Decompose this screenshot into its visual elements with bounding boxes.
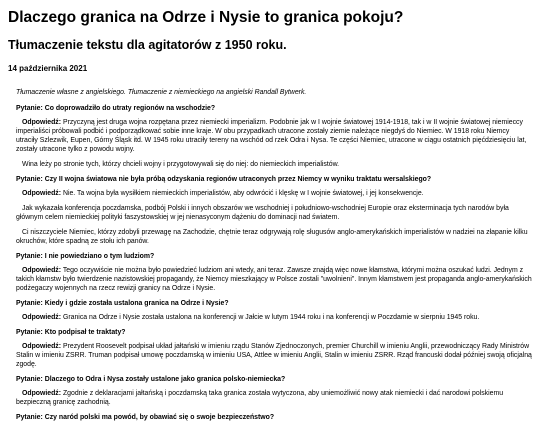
publish-date: 14 października 2021 [8, 64, 88, 73]
article-body [8, 88, 532, 422]
question-label: Pytanie: [16, 176, 43, 183]
question-text: Kiedy i gdzie została ustalona granica na Odrze i Nysie? [44, 300, 229, 307]
answer-text: Nie. Ta wojna była wysiłkiem niemieckich imperialistów, aby odwrócić i klęskę w I wojnie światowej, i jej konsekwencje. [62, 190, 424, 197]
answer-label: Odpowiedź: [22, 390, 62, 397]
question-text: Co doprowadziło do utraty regionów na wschodzie? [44, 105, 216, 112]
answer [16, 118, 532, 154]
question [16, 413, 532, 422]
question-text: Czy naród polski ma powód, by obawiać się o swoje bezpieczeństwo? [44, 414, 275, 421]
translation-note: Tłumaczenie własne z angielskiego. Tłumaczenie z niemieckiego na angielski Randall Bytwerk. [16, 89, 307, 96]
answer-label: Odpowiedź: [22, 343, 62, 350]
answer [16, 389, 532, 407]
answer-label: Odpowiedź: [22, 314, 62, 321]
question-label: Pytanie: [16, 105, 43, 112]
question-label: Pytanie: [16, 300, 43, 307]
question [16, 104, 532, 113]
answer-text: Prezydent Roosevelt podpisał układ jałtański w imieniu rządu Stanów Zjednoczonych, premier Churchill w imieniu Anglii, przewodniczący Rady Ministrów Stalin w imieniu ZSRR. Truman podpisał umowę poczdamską w imieniu USA, Attlee w imieniu Anglii, Stalin w imieniu ZSRR. Rząd francuski dodał później swoją oficjalną zgodę. [16, 343, 532, 368]
answer-paragraph: Ci niszczyciele Niemiec, którzy zdobyli przewagę na Zachodzie, chętnie teraz odgrywają rolę sługusów anglo-amerykańskich imperialistów w nadziei na złapanie kilku okruchów, które spadną ze stołu ich panów. [16, 229, 528, 245]
question-text: Czy II wojna światowa nie była próbą odzyskania regionów utraconych przez Niemcy w wyniku traktatu wersalskiego? [44, 176, 432, 183]
answer-label: Odpowiedź: [22, 190, 62, 197]
question-text: I nie powiedziano o tym ludziom? [44, 253, 155, 260]
answer-text: Zgodnie z deklaracjami jałtańską i poczdamską taka granica została wytyczona, aby uniemożliwić nowy atak niemiecki i dać narodowi polskiemu bezpieczną granicę zachodnią. [16, 390, 504, 406]
answer-paragraph: Jak wykazała konferencja poczdamska, podbój Polski i innych obszarów we wschodniej i południowo-wschodniej Europie oraz eksterminacja tych narodów była głównym celem niemieckiej polityki faszystowskiej w jej nienasyconym dążeniu do dominacji nad światem. [16, 205, 509, 221]
question [16, 175, 532, 184]
answer-label: Odpowiedź: [22, 119, 62, 126]
article-subtitle: Tłumaczenie tekstu dla agitatorów z 1950 roku. [8, 38, 287, 52]
answer-label: Odpowiedź: [22, 267, 62, 274]
question-label: Pytanie: [16, 376, 43, 383]
question-label: Pytanie: [16, 414, 43, 421]
answer [16, 313, 532, 322]
answer-text: Granica na Odrze i Nysie została ustalona na konferencji w Jałcie w lutym 1944 roku i na konferencji w Poczdamie w sierpniu 1945 roku. [62, 314, 480, 321]
question-text: Dlaczego to Odra i Nysa zostały ustalone jako granica polsko-niemiecka? [44, 376, 286, 383]
question [16, 299, 532, 308]
question-label: Pytanie: [16, 329, 43, 336]
question [16, 252, 532, 261]
answer [16, 342, 532, 369]
article-title: Dlaczego granica na Odrze i Nysie to granica pokoju? [8, 9, 404, 26]
question [16, 375, 532, 384]
answer [16, 189, 532, 198]
answer [16, 266, 532, 293]
question-text: Kto podpisał te traktaty? [44, 329, 126, 336]
answer-text: Tego oczywiście nie można było powiedzieć ludziom ani wtedy, ani teraz. Zawsze znajdą więc nowe kłamstwa, którymi można oszukać ludzi. Jednym z takich kłamstw było twierdzenie nazistowskiej propagandy, że Niemcy mieszkający w Polsce zostali "uwolnieni". Innym kłamstwem jest propaganda anglo-amerykańskich podżegaczy wojennych na rzecz rewizji granicy na Odrze i Nysie. [16, 267, 532, 292]
question-label: Pytanie: [16, 253, 43, 260]
answer-text: Przyczyną jest druga wojna rozpętana przez niemiecki imperializm. Podobnie jak w I wojnie światowej 1914-1918, tak i w II wojnie światowej niemieccy imperialiści próbowali podbić i podporządkować sobie inne kraje. W obu przypadkach utracone zostały ziemie należące niegdyś do Niemiec. W 1918 roku Niemcy utraciły Szlezwik, Eupen, Górny Śląsk itd. W 1945 roku utraciły tereny na wschód od rzek Odra i Nysa. Te części Niemiec, utracone w ciągu ostatnich pięćdziesięciu lat, zostały utracone tylko z powodu wojny. [16, 119, 527, 153]
question [16, 328, 532, 337]
answer-paragraph: Wina leży po stronie tych, którzy chcieli wojny i przygotowywali się do niej: do niemieckich imperialistów. [22, 161, 340, 168]
